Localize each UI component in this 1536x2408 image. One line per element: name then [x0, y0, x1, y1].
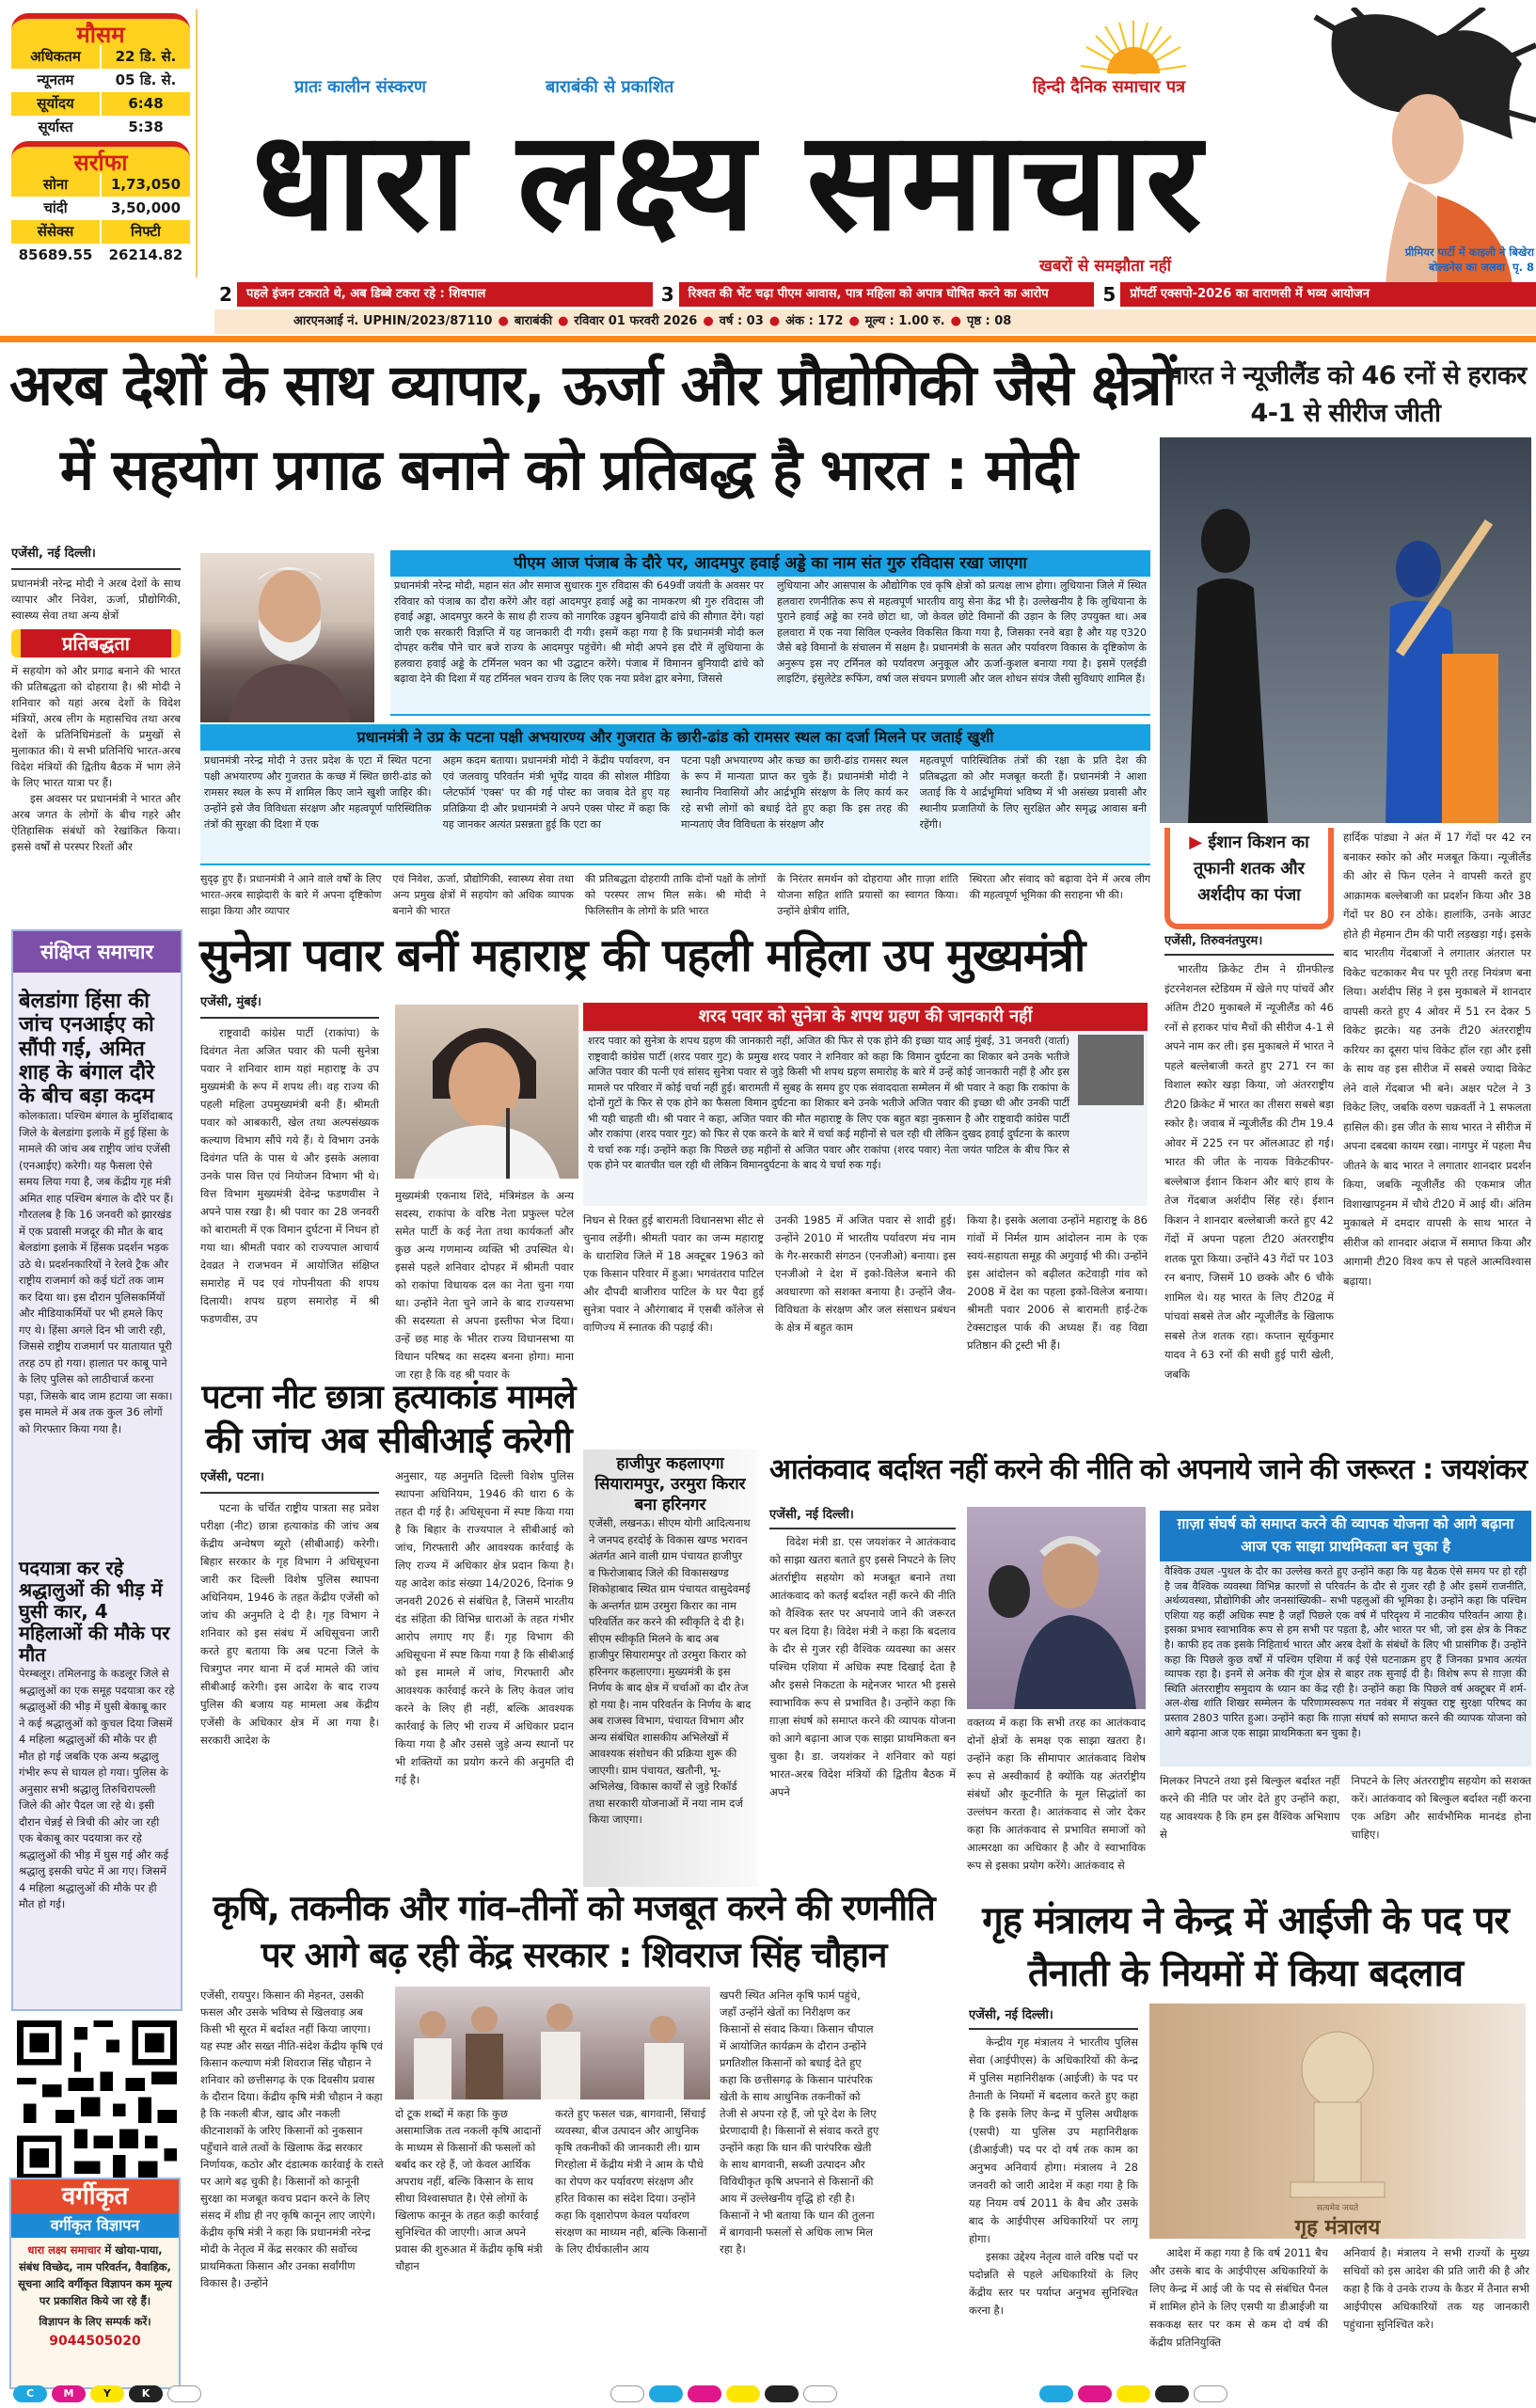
bullion-title: सर्राफा: [11, 141, 190, 173]
mha-column: एजेंसी, नई दिल्ली। केन्द्रीय गृह मंत्रालय ने भारतीय पुलिस सेवा (आईपीएस) के अधिकारियों की केन्द्र में पुलिस महानिरीक्षक (आईजी) के पद पर तैनाती के नियमों में बदलाव करते हुए कहा है कि इसके लिए केन्द्र में पुलिस अधीक्षक (एसपी) या पुलिस उप महानिरीक्षक (डीआईजी) पद पर दो वर्ष तक काम का अनुभव अनिवार्य होगा। मंत्रालय ने 28 जनवरी को जारी आदेश में कहा गया है कि यह नियम वर्ष 2011 के बैच और उसके बाद के आईपीएस अधिकारियों पर लागू होगा। इसका उद्देश्य नेतृत्व वाले वरिष्ठ पदों पर पदोन्नति से पहले अधिकारियों के लिए केंद्रीय स्तर पर पर्याप्त अनुभव सुनिश्चित करना है।: [969, 2005, 1138, 2382]
weather-row: न्यूनतम 05 डि. से.: [11, 69, 190, 92]
chouhan-headline[interactable]: पर आगे बढ़ रही केंद्र सरकार : शिवराज सिंह चौहान: [261, 1935, 887, 1975]
market-row: सेंसेक्स निफ्टी: [11, 220, 190, 244]
teaser-strip: [214, 282, 1536, 307]
lead-column: एजेंसी, नई दिल्ली। प्रधानमंत्री नरेन्द्र मोदी ने अरब देशों के साथ व्यापार और निवेश, ऊर्जा, प्रौद्योगिकी, स्वास्थ्य सेवा तथा अन्य क्षेत्रों प्रतिबद्धता में सहयोग को और प्रगाढ बनाने की भारत की प्रतिबद्धता को दोहराया है। श्री मोदी ने शनिवार को यहां अरब देशों के विदेश मंत्रियों, अरब लीग के महासचिव तथा अरब देशों के प्रतिनिधिमंडलों के प्रमुखों से मुलाकात की। ये सभी प्रतिनिधि भारत-अरब विदेश मंत्रियों की द्वितीय बैठक में भाग लेने के लिए भारत यात्रा पर हैं। इस अवसर पर प्रधानमंत्री ने भारत और अरब जगत के लोगों के बीच गहरे और ऐतिहासिक संबंधों को रेखांकित किया। इससे वर्षों से परस्पर रिश्तों और: [11, 544, 181, 925]
cricket-photo: [1160, 437, 1531, 823]
jaishankar-columns: मिलकर निपटने तथा इसे बिल्कुल बर्दाश्त नहीं करने की नीति पर जोर देते हुए उन्होंने कहा, यह आवश्यक है कि हम इस वैश्विक अभिशाप से निपटने के लिए अंतरराष्ट्रीय सहयोग को सशक्त करें। आतंकवाद को बिल्कुल बर्दाश्त नहीं करना एक अडिग और सार्वभौमिक मानदंड होना चाहिए।: [1160, 1774, 1531, 1841]
yellow-mark: [726, 2385, 760, 2402]
modi-photo: [200, 553, 374, 722]
edition-label: प्रातः कालीन संस्करण: [294, 77, 427, 97]
magenta-mark: [688, 2385, 721, 2402]
lead-headline[interactable]: में सहयोग प्रगाढ बनाने को प्रतिबद्ध है भारत : मोदी: [60, 437, 1077, 503]
hajipur-headline[interactable]: हाजीपुर कहलाएगा सियारामपुर, उरमुरा किरार बना हरिनगर: [594, 1454, 746, 1514]
mha-photo-caption: गृह मंत्रालय: [1294, 2216, 1381, 2239]
mha-column: आदेश में कहा गया है कि वर्ष 2011 बैच और उसके बाद के आईपीएस अधिकारियों के लिए केन्द्र में आई जी के पद से संबंधित पैनल में शामिल होने के लिए एसपी या डीआईजी या सककक्ष स्तर पर कम से कम दो वर्ष की केंद्रीय प्रतिनियुक्ति: [1149, 2246, 1328, 2349]
teaser-item[interactable]: 2 पहले इंजन टकराते थे, अब डिब्बे टकरा रहे : शिवपाल: [214, 282, 653, 307]
cricket-headline[interactable]: भारत ने न्यूजीलैंड को 46 रनों से हराकर 4-1 से सीरीज जीती: [1164, 361, 1527, 428]
divider: [0, 336, 1536, 342]
brief-title: संक्षिप्त समाचार: [13, 931, 181, 973]
magenta-mark: M: [52, 2385, 86, 2402]
qr-code[interactable]: [17, 2020, 177, 2180]
yellow-mark: Y: [90, 2385, 124, 2402]
classified-title: वर्गीकृत: [11, 2179, 179, 2213]
weather-row: सूर्योदय 6:48: [11, 92, 190, 116]
crosshair-icon: [610, 2385, 644, 2402]
sharad-photo: [1078, 1035, 1144, 1105]
sunetra-column: मुख्यमंत्री एकनाथ शिंदे, मंत्रिमंडल के अन्य सदस्य, राकांपा के वरिष्ठ नेता प्रफुल्ल पटेल समेत पार्टी के कई नेता तथा कार्यकर्ता और कुछ अन्य गणमान्य व्यक्ति भी उपस्थित थे। इससे पहले शनिवार दोपहर में श्रीमती पवार को राकांपा विधायक दल का नेता चुना गया था। उन्होंने नेता चुने जाने के बाद राज्यसभा की सदस्यता से अपना इस्तीफा भेज दिया। उन्हें छह माह के भीतर राज्य विधानसभा या विधान परिषद का सदस्य बनना होगा। माना जा रहा है कि वह श्री पवार के: [395, 1189, 574, 1380]
jaishankar-photo: [967, 1507, 1146, 1709]
byline: एजेंसी, नई दिल्ली।: [969, 2008, 1053, 2022]
classified-phone[interactable]: 9044505020: [49, 2334, 141, 2349]
teaser-item[interactable]: 3 रिश्वत की भेंट चढ़ा पीएम आवास, पात्र महिला को अपात्र घोषित करने का आरोप: [657, 282, 1095, 307]
weather-title: मौसम: [11, 13, 190, 45]
chouhan-column: करते हुए फसल चक्र, बागवानी, सिंचाई व्यवस्था, बीज उत्पादन और आधुनिक कृषि तकनीकों की जानकारी ली। ग्राम गिरहोला में केंद्रीय मंत्री ने आम के पौधे का रोपण कर पर्यावरण संरक्षण और हरित विकास का संदेश दिया। उन्होंने कहा कि वृक्षारोपण केवल पर्यावरण संरक्षण का माध्यम नही, बल्कि किसानों के लिए दीर्घकालीन आय: [555, 2107, 707, 2256]
classified-box: वर्गीकृत वर्गीकृत विज्ञापन धारा लक्ष्य समाचार में खोया-पाया, संबंध विच्छेद, नाम परिवर्तन, वैवाहिक, सूचना आदि वर्गीकृत विज्ञापन कम मूल्य पर प्रकाशित किये जा रहे हैं। विज्ञापन के लिए सम्पर्क करें। 9044505020: [9, 2178, 181, 2389]
promo-photo: [1296, 8, 1536, 285]
sun-logo-icon: [1077, 19, 1190, 75]
classified-contact: विज्ञापन के लिए सम्पर्क करें।: [39, 2315, 151, 2328]
cricket-column: हार्दिक पांड्या ने अंत में 17 गेंदों पर 42 रन बनाकर स्कोर को और मजबूत किया। न्यूजीलैंड की ओर से फिन एलेन ने वापसी करते हुए आक्रामक बल्लेबाजी का प्रदर्शन किया और 38 गेंदों पर 80 रन ठोके। हालांकि, उनके आउट होते ही मेहमान टीम की पारी लड़खड़ा गई। इसके बाद भारतीय गेंदबाजों ने लगातार अंतराल पर विकेट चटकाकर मैच पर पूरी तरह नियंत्रण बना लिया। अर्शदीप सिंह ने इस मुकाबले में शानदार वापसी करते हुए 4 ओवर में 51 रन देकर 5 विकेट झटके। यह उनके टी20 अंतरराष्ट्रीय करियर का दूसरा पांच विकेट हॉल रहा और इसी के साथ वह इस सीरीज में सबसे ज्यादा विकेट लेने वाले गेंदबाज भी बने। अक्षर पटेल ने 3 विकेट लिए, जबकि वरुण चक्रवर्ती ने 1 सफलता हासिल की। इस जीत के साथ भारत ने सीरीज में अपना दबदबा कायम रखा। नागपुर में पहला मैच जीतने के बाद भारत ने लगातार शानदार प्रदर्शन किया, जबकि न्यूजीलैंड की एकमात्र जीत विशाखापट्टनम में चौथे टी20 में आई थी। अंतिम मुकाबले में दमदार वापसी के साथ भारत ने सीरीज को शानदार अंदाज में समाप्त किया और आगामी टी20 विश्व कप से पहले आत्मविश्वास बढ़ाया।: [1343, 831, 1531, 1288]
gaza-headline[interactable]: ग़ाज़ा संघर्ष को समाप्त करने की व्यापक योजना को आगे बढ़ाना आज एक साझा प्राथमिकता बन चुका है: [1160, 1511, 1531, 1561]
sunetra-column: एजेंसी, मुंबई। राष्ट्रवादी कांग्रेस पार्टी (राकांपा) के दिवंगत नेता अजित पवार की पत्नी सुनेत्रा पवार ने शनिवार शाम यहां महाराष्ट्र के उप मुख्यमंत्री के रूप में शपथ ली। वह राज्य की पहली महिला उपमुख्यमंत्री बनी हैं। श्रीमती पवार को आबकारी, खेल तथा अल्पसंख्यक कल्याण विभाग सौंपे गये हैं। ये विभाग उनके दिवंगत पति के पास थे और इसके अलावा उनके पास वित्त एवं नियोजन विभाग भी थे। वित्त विभाग मुख्यमंत्री देवेन्द्र फडणवीस ने अपने पास रखा है। श्री पवार का 28 जनवरी को बारामती में एक विमान दुर्घटना में निधन हो गया था। श्रीमती पवार को राज्यपाल आचार्य देवव्रत ने राजभवन में आयोजित संक्षिप्त समारोह में पद एवं गोपनीयता की शपथ दिलायी। शपथ ग्रहण समारोह में श्री फडणवीस, उप: [200, 992, 379, 1378]
jaishankar-column: वक्तव्य में कहा कि सभी तरह का आतंकवाद दोनों क्षेत्रों के समक्ष एक साझा खतरा है। उन्होंने कहा कि सीमापार आतंकवाद विशेष रूप से अस्वीकार्य है क्योंकि यह अंतर्राष्ट्रीय संबंधों और कूटनीति के मूल सिद्धांतों का उल्लंघन करता है। आतंकवाद से जोर देकर कहा कि आतंकवाद से प्रभावित समाजों को आत्मरक्षा का अधिकार है और वे स्वाभाविक रूप से इसका प्रयोग करेंगे। आतंकवाद से: [967, 1716, 1146, 1872]
weather-row: अधिकतम 22 डि. से.: [11, 45, 190, 69]
chouhan-column: दो टूक शब्दों में कहा कि कुछ असामाजिक तत्व नकली कृषि आदानों के माध्यम से किसानों की फसलों को बर्बाद कर रहे हैं, जो केवल आर्थिक अपराध नहीं, बल्कि किसान के साथ सीधा विश्वासघात है। ऐसे लोगों के खिलाफ कानून के तहत कड़ी कार्रवाई सुनिश्चित की जाएगी। आज अपने प्रवास की शुरुआत में केंद्रीय कृषि मंत्री चौहान: [395, 2107, 543, 2273]
chouhan-headline[interactable]: कृषि, तकनीक और गांव–तीनों को मजबूत करने की रणनीति: [213, 1888, 935, 1928]
byline: एजेंसी, तिरुवनंतपुरम।: [1164, 934, 1263, 948]
black-mark: K: [129, 2385, 163, 2402]
cricket-subhead: ▶ ईशान किशन का तूफानी शतक और अर्शदीप का पंजा: [1164, 828, 1334, 929]
crosshair-icon: [1194, 2385, 1227, 2402]
black-mark: [1155, 2385, 1189, 2402]
byline: एजेंसी, नई दिल्ली।: [11, 547, 96, 561]
jaishankar-headline[interactable]: आतंकवाद बर्दाश्त नहीं करने की नीति को अपनाये जाने की जरूरत : जयशंकर: [769, 1453, 1527, 1486]
masthead-divider: [196, 9, 198, 277]
byline: एजेंसी, पटना।: [200, 1470, 264, 1484]
classified-brand: धारा लक्ष्य समाचार: [27, 2243, 102, 2257]
punjab-headline[interactable]: पीएम आज पंजाब के दौरे पर, आदमपुर हवाई अड्डे का नाम संत गुरु रविदास रखा जाएगा: [390, 550, 1150, 577]
mha-headline[interactable]: तैनाती के नियमों में किया बदलाव: [1027, 1952, 1464, 1995]
mha-column: अनिवार्य है। मंत्रालय ने सभी राज्यों के मुख्य सचिवों को इस आदेश की प्रति जारी की है और कहा है कि वे उनके राज्य के कैडर में तैनात सभी आईपीएस अधिकारियों तक यह जानकारी पहुंचाना सुनिश्चित करे।: [1343, 2246, 1529, 2331]
crosshair-icon: [167, 2385, 201, 2402]
mha-headline[interactable]: गृह मंत्रालय ने केन्द्र में आईजी के पद पर: [982, 1899, 1509, 1942]
lead-continuation: सुदृढ़ हुए हैं। प्रधानमंत्री ने आने वाले वर्षों के लिए भारत-अरब साझेदारी के बारे में अपना दृष्टिकोण साझा किया और व्यापार एवं निवेश, ऊर्जा, प्रौद्योगिकी, स्वास्थ्य सेवा तथा अन्य प्रमुख क्षेत्रों में सहयोग को अधिक व्यापक बनाने की भारत की प्रतिबद्धता दोहरायी ताकि दोनों पक्षों के लोगों को परस्पर लाभ मिल सके। श्री मोदी ने फिलिस्तीन के लोगों के प्रति भारत के निरंतर समर्थन को दोहराया और ग़ाज़ा शांति योजना सहित शांति प्रयासों का स्वागत किया। उन्होंने क्षेत्रीय शांति, स्थिरता और संवाद को बढ़ावा देने में अरब लीग की महत्वपूर्ण भूमिका की सराहना भी की।: [200, 873, 1150, 917]
bullion-row: सोना 1,73,050: [11, 173, 190, 197]
chouhan-column: खपरी स्थित अनिल कृषि फार्म पहुंचे, जहाँ उन्होंने खेतों का निरीक्षण कर किसानों से संवाद किया। किसान चौपाल में आयोजित कार्यक्रम के दौरान उन्होंने प्रगतिशील किसानों को बधाई देते हुए कहा कि छत्तीसगढ़ के किसान पारंपरिक खेती के साथ आधुनिक तकनीकों को तेजी से अपना रहे हैं, जो पूरे देश के लिए प्रेरणादायी है। किसानों से संवाद करते हुए उन्होंने कहा कि धान की पारंपरिक खेती के साथ बागवानी, सब्जी उत्पादन और विविधीकृत कृषि अपनाने से किसानों की आय में उल्लेखनीय वृद्धि हो रही है। किसानों ने भी बताया कि धान की तुलना में बागवानी फसलों से अधिक लाभ मिल रहा है।: [720, 1988, 879, 2256]
paper-type: हिन्दी दैनिक समाचार पत्र: [1033, 77, 1186, 97]
sunetra-columns: निधन से रिक्त हुई बारामती विधानसभा सीट से चुनाव लड़ेंगी। श्रीमती पवार का जन्म महाराष्ट्र के धाराशिव जिले में 18 अक्टूबर 1963 को एक किसान परिवार में हुआ। भगवंतराव पाटिल और दौपदी बाजीराव पाटिल के घर पैदा हुई सुनेत्रा पवार ने औरंगाबाद में एसबी कॉलेज से वाणिज्य में स्नातक की पढ़ाई की। उनकी 1985 में अजित पवार से शादी हुई। उन्होंने 2010 में भारतीय पर्यावरण मंच नाम के गैर-सरकारी संगठन (एनजीओ) बनाया। इस एनजीओ ने देश में इको-विलेज बनाने की अवधारणा को सशक्त बनाया है। उन्होंने जैव-विविधता के संरक्षण और जल संसाधन प्रबंधन के क्षेत्र में बहुत काम किया है। इसके अलावा उन्होंने महाराष्ट्र के 86 गांवों में निर्मल ग्राम आंदोलन नाम के एक स्वयं-सहायता समूह की अगुवाई भी की। उन्होंने इस आंदोलन को बढ़ीलत कटेवाड़ी गांव को 2008 में देश का पहला इको-विलेज बनाया। श्रीमती पवार 2006 से बारामती हाई-टेक टेक्सटाइल पार्क की अध्यक्ष हैं। वह विद्या प्रतिष्ठान की ट्रस्टी भी हैं।: [583, 1213, 1148, 1352]
cyan-mark: C: [13, 2385, 47, 2402]
teaser-item[interactable]: 5 प्रॉपर्टी एक्सपो-2026 का वाराणसी में भव्य आयोजन: [1098, 282, 1536, 307]
published-from: बाराबंकी से प्रकाशित: [546, 77, 674, 97]
registration-marks: [13, 2384, 1536, 2404]
cricket-column: एजेंसी, तिरुवनंतपुरम। भारतीय क्रिकेट टीम ने ग्रीनफील्ड इंटरनेशनल स्टेडियम में खेले गए पांचवें और अंतिम टी20 मुकाबले में न्यूजीलैंड को 46 रनों से हराकर पांच मैचों की सीरीज 4-1 से अपने नाम कर ली। इस मुकाबले में भारत ने पहले बल्लेबाजी करते हुए 271 रन का विशाल स्कोर खड़ा किया, जो अंतरराष्ट्रीय टी20 क्रिकेट में भारत का तीसरा सबसे बड़ा स्कोर है। जवाब में न्यूजीलैंड की टीम 19.4 ओवर में 225 रन पर ऑलआउट हो गई। भारत की जीत के नायक विकेटकीपर-बल्लेबाज ईशान किशन और बाएं हाथ के तेज गेंदबाज अर्शदीप सिंह रहे। ईशान किशन ने शानदार बल्लेबाजी करते हुए 42 गेंदों में अपना पहला टी20 अंतरराष्ट्रीय शतक पूरा किया। उन्होंने 43 गेंदों पर 103 रन बनाए, जिसमें 10 छक्के और 6 चौके शामिल थे। यह भारत के लिए टी20द्व में पांचवां सबसे तेज और न्यूजीलैंड के खिलाफ सबसे तेज शतक रहा। कप्तान सूर्यकुमार यादव ने 63 रनों की सधी हुई पारी खेली, जबकि: [1164, 931, 1334, 1444]
lead-headline[interactable]: अरब देशों के साथ व्यापार, ऊर्जा और प्रौद्योगिकी जैसे क्षेत्रों: [9, 353, 1176, 419]
promo-caption[interactable]: प्रीमियर पार्टी में काइली ने बिखेरा बोल्डनेस का जलवा पृ. 8: [1404, 246, 1534, 274]
weather-box: [11, 13, 190, 273]
chouhan-photo: [395, 1987, 710, 2099]
section-label: प्रतिबद्धता: [11, 629, 181, 657]
black-mark: [765, 2385, 799, 2402]
brief-headline[interactable]: पदयात्रा कर रहे श्रद्धालुओं की भीड़ में घुसी कार, 4 महिलाओं की मौके पर मौत: [19, 1557, 170, 1667]
yellow-mark: [1116, 2385, 1150, 2402]
crosshair-icon: [803, 2385, 837, 2402]
cyan-mark: [1039, 2385, 1073, 2402]
neet-headline[interactable]: पटना नीट छात्रा हत्याकांड मामले: [201, 1378, 576, 1417]
sharad-story: शरद पवार को सुनेत्रा के शपथ ग्रहण की जानकारी नहीं शरद पवार को सुनेत्रा के शपथ ग्रहण की जानकारी नहीं, अजित की फिर से एक होने की इच्छा याद आई मुंबई, 31 जनवरी (वार्ता) राष्ट्रवादी कांग्रेस पार्टी (शरद पवार गुट) के प्रमुख शरद पवार ने शनिवार को कहा कि विमान दुर्घटना का शिकार बने उनके भतीजे अजित पवार की पत्नी एवं सांसद सुनेत्रा पवार से जुड़े किसी भी शपथ ग्रहण समारोह के बारे में उन्हें कोई जानकारी नहीं है और इस मामले पर परिवार में कोई चर्चा नहीं हुई। बारामती में सुबह के समय हुए एक संवाददाता सम्मेलन में श्री पवार ने कहा कि राकांपा के दोनों गुटों के फिर से एक होने का फैसला विमान दुर्घटना का शिकार बने उनके भतीजे अजित पवार की इच्छा थी और उनकी पार्टी भी यही चाहती थी। श्री पवार ने कहा, अजित पवार की मौत महाराष्ट्र के लिए एक बहुत बड़ा नुकसान है और राष्ट्रवादी कांग्रेस पार्टी और राकांपा (शरद पवार गुट) को फिर से एक करने के बारे में चर्चा कई महीनों से चल रही थी लेकिन दुखद हवाई दुर्घटना के कारण ये चर्चा रुक गई। उन्होंने कहा कि पिछले छह महीनों से अजित पवार और राकांपा (शरद पवार) नेता जयंत पाटिल के बीच फिर से एक होने पर बातचीत चल रही थी लेकिन विमानदुर्घटना के बाद ये चर्चा रुक गई।: [583, 1003, 1148, 1206]
gaza-box: ग़ाज़ा संघर्ष को समाप्त करने की व्यापक योजना को आगे बढ़ाना आज एक साझा प्राथमिकता बन चुका है वैश्विक उथल -पुथल के दौर का उल्लेख करते हुए उन्होंने कहा कि यह बैठक ऐसे समय पर हो रही है जब वैश्विक व्यवस्था विभिन्न कारणों से परिवर्तन के दौर से गुजर रही है और इसमें राजनीति, अर्थव्यवस्था, प्रौद्योगिकी और जनसांख्यिकी– सभी पहलुओं की भूमिका है। उन्होंने कहा कि पश्चिम एशिया यह कहीं अधिक स्पष्ट है जहाँ पिछले एक वर्ष में परिदृश्य में नाटकीय परिवर्तन आया है। इसका प्रभाव स्वाभाविक रूप से हम सभी पर पड़ता है, और भारत पर भी, जो इस क्षेत्र के निकट है। काफी हद तक इसके निहितार्थ भारत और अरब देशों के संबंधों के लिए भी प्रासंगिक हैं। उन्होंने कहा कि पिछले कुछ वर्षों में पश्चिम एशिया में कई ऐसे घटनाक्रम हुए हैं जिनका प्रभाव अत्यंत व्यापक रहा है। इनमें से अनेक की गूंज क्षेत्र से बाहर तक सुनाई दी है। विशेष रूप से ग़ाज़ा की स्थिति अंतरराष्ट्रीय समुदाय के ध्यान का केंद्र रही है। उन्होंने कहा कि पिछले वर्ष अक्टूबर में शर्म-अल-शेख शांति शिखर सम्मेलन के परिणामस्वरूप गत नवंबर में संयुक्त राष्ट्र सुरक्षा परिषद का प्रस्ताव 2803 पारित हुआ। उन्होंने कहा कि ग़ाज़ा संघर्ष को समाप्त करने की व्यापक योजना को आगे बढ़ाना आज एक साझा प्राथमिकता बन चुका है।: [1160, 1511, 1531, 1766]
brief-headline[interactable]: बेलडांगा हिंसा की जांच एनआईए को सौंपी गई, अमित शाह के बंगाल दौरे के बीच बड़ा कदम: [19, 990, 155, 1109]
brief-news-box: संक्षिप्त समाचार बेलडांगा हिंसा की जांच एनआईए को सौंपी गई, अमित शाह के बंगाल दौरे के बीच बड़ा कदम कोलकाता। पश्चिम बंगाल के मुर्शिदाबाद जिले के बेलडांगा इलाके में हुई हिंसा के मामले की जांच अब राष्ट्रीय जांच एजेंसी (एनआईए) करेगी। यह फैसला ऐसे समय लिया गया है, जब केंद्रीय गृह मंत्री अमित शाह पश्चिम बंगाल के दौरे पर हैं। गौरतलब है कि 16 जनवरी को झारखंड में एक प्रवासी मजदूर की मौत के बाद बेलडांगा इलाके में हिंसक प्रदर्शन भड़क उठे थे। प्रदर्शनकारियों ने रेलवे ट्रैक और राष्ट्रीय राजमार्ग को कई घंटों तक जाम कर दिया था। इस दौरान पुलिसकर्मियों और मीडियाकर्मियों पर भी हमले किए गए थे। हिंसा अगले दिन भी जारी रही, जिससे राष्ट्रीय राजमार्ग पर यातायात पूरी तरह ठप हो गया। हालात पर काबू पाने के लिए पुलिस को लाठीचार्ज करना पड़ा, जिसके बाद जाम हटाया जा सका। इस मामले में अब तक कुल 36 लोगों को गिरफ्तार किया गया है। पदयात्रा कर रहे श्रद्धालुओं की भीड़ में घुसी कार, 4 महिलाओं की मौके पर मौत पेरम्बलूर। तमिलनाडु के कडलूर जिले से श्रद्धालुओं का एक समूह पदयात्रा कर रहे श्रद्धालुओं की भीड़ में घुसी बेकाबू कार ने कई श्रद्धालुओं को कुचल दिया जिसमें 4 महिला श्रद्धालुओं की मौके पर ही मौत हो गई जबकि एक अन्य श्रद्धालु गंभीर रूप से घायल हो गया। पुलिस के अनुसार सभी श्रद्धालु तिरुचिरापल्ली जिले की ओर पैदल जा रहे थे। इसी दौरान चेन्नई से त्रिची की ओर जा रही एक बेकाबू कार पदयात्रा कर रहे श्रद्धालुओं की भीड़ में घुस गई और कई श्रद्धालु इसकी चपेट में आ गए। जिसमें 4 महिला श्रद्धालुओं की मौके पर ही मौत हो गई।: [11, 929, 182, 2011]
ramsar-headline[interactable]: प्रधानमंत्री ने उप्र के पटना पक्षी अभयारण्य और गुजरात के छारी-ढांड को रामसर स्थल का दर्जा मिलने पर जताई खुशी: [200, 724, 1150, 751]
neet-headline[interactable]: की जांच अब सीबीआई करेगी: [205, 1419, 572, 1461]
sunetra-headline[interactable]: सुनेत्रा पवार बनीं महाराष्ट्र की पहली महिला उप मुख्यमंत्री: [199, 929, 1085, 982]
neet-column: अनुसार, यह अनुमति दिल्ली विशेष पुलिस स्थापना अधिनियम, 1946 की धारा 6 के तहत दी गई है। अधिसूचना में स्पष्ट किया गया है कि बिहार के राज्यपाल ने सीबीआई को जांच, गिरफ्तारी और आवश्यक कार्रवाई के लिए राज्य में अधिकार क्षेत्र प्रदान किया है। यह आदेश कांड संख्या 14/2026, दिनांक 9 जनवरी 2026 से संबंधित है, जिसमें भारतीय दंड संहिता की विभिन्न धाराओं के तहत गंभीर आरोप लगाए गए हैं। गृह विभाग की अधिसूचना में स्पष्ट किया गया है कि सीबीआई को इस मामले में जांच, गिरफ्तारी और आवश्यक कार्रवाई करने के लिए केवल जांच करने के लिए ही नहीं, बल्कि आवश्यक कार्रवाई के लिए भी राज्य में अधिकार प्रदान किया गया है और उससे जुड़े अन्य स्थानों पर भी शक्तियों का प्रयोग करने की अनुमति दी गई है।: [395, 1469, 574, 1786]
bullion-row: चांदी 3,50,000: [11, 197, 190, 220]
hajipur-story: हाजीपुर कहलाएगा सियारामपुर, उरमुरा किरार बना हरिनगर एजेंसी, लखनऊ। सीएम योगी आदित्यनाथ ने जनपद हरदोई के विकास खण्ड भरावन अंतर्गत आने वाली ग्राम पंचायत हाजीपुर व फिरोजाबाद जिले की विकासखण्ड शिकोहाबाद स्थित ग्राम पंचायत वासुदेवमई के अन्तर्गत ग्राम उरमुरा किरार का नाम परिवर्तित कर करने की स्वीकृति दे दी है। सीएम स्वीकृति मिलने के बाद अब हाजीपुर सियारामपुर तो उरमुरा किरार को हरिनगर कहलाएगा। मुख्यमंत्री के इस निर्णय के बाद क्षेत्र में चर्चाओं का दौर तेज हो गया है। नाम परिवर्तन के निर्णय के बाद अब राजस्व विभाग, पंचायत विभाग और अन्य संबंधित शासकीय अभिलेखों में आवश्यक संशोधन की प्रक्रिया शुरू की जाएगी। ग्राम पंचायत, खतौनी, भू-अभिलेख, विकास कार्यों से जुड़े रिकॉर्ड तथा सरकारी योजनाओं में नया नाम दर्ज किया जाएगा।: [583, 1450, 757, 1887]
jaishankar-column: एजेंसी, नई दिल्ली। विदेश मंत्री डा. एस जयशंकर ने आतंकवाद को साझा खतरा बताते हुए इससे निपटने के लिए अंतर्राष्ट्रीय सहयोग को मजबूत बनाने तथा आतंकवाद को कतई बर्दाश्त नहीं करने की नीति को वैश्विक स्तर पर अपनाये जाने की जरूरत पर बल दिया है। विदेश मंत्री ने कहा कि बदलाव के दौर से गुजर रही वैश्विक व्यवस्था का असर पश्चिम एशिया में अधिक स्पष्ट दिखाई देता है और इससे निकटता के मद्देनजर भारत भी इससे स्वाभाविक रूप से प्रभावित है। उन्होंने कहा कि ग़ाज़ा संघर्ष को समाप्त करने की व्यापक योजना को आगे बढ़ाना आज एक साझा प्राथमिकता बन चुका है। डा. जयशंकर ने शनिवार को यहां भारत-अरब विदेश मंत्रियों की द्वितीय बैठक में अपने: [769, 1505, 956, 1881]
ramsar-story: प्रधानमंत्री ने उप्र के पटना पक्षी अभयारण्य और गुजरात के छारी-ढांड को रामसर स्थल का दर्जा मिलने पर जताई खुशी प्रधानमंत्री नरेन्द्र मोदी ने उत्तर प्रदेश के एटा में स्थित पटना पक्षी अभयारण्य और गुजरात के कच्छ में स्थित छारी-ढांड को रामसर स्थल के रूप में शामिल किए जाने खुशी जाहिर की। उन्होंने इसे जैव विविधता संरक्षण और महत्वपूर्ण पारिस्थितिक तंत्रों की सुरक्षा की दिशा में एक अहम कदम बताया। प्रधानमंत्री मोदी ने केंद्रीय पर्यावरण, वन एवं जलवायु परिवर्तन मंत्री भूपेंद्र यादव की सोशल मीडिया प्लेटफॉर्म 'एक्स' पर की गई पोस्ट का जवाब देते हुए यह प्रतिक्रिया दी और प्रधानमंत्री ने अपने एक्स पोस्ट में कहा कि यह जानकर अत्यंत प्रसन्नता हुई कि एटा का पटना पक्षी अभयारण्य और कच्छ का छारी-ढांड रामसर स्थल के रूप में मान्यता प्राप्त कर चुके हैं। प्रधानमंत्री मोदी ने स्थानीय निवासियों और आर्द्रभूमि संरक्षण के लिए कार्य कर रहे सभी लोगों को बधाई देते हुए कहा कि इस तरह की मान्यताएं जैव विविधता के संरक्षण और महत्वपूर्ण पारिस्थितिक तंत्रों की रक्षा के प्रति देश की प्रतिबद्धता को और मजबूत करती हैं। प्रधानमंत्री ने आशा जताई कि ये आर्द्रभूमियां भविष्य में भी असंख्य प्रवासी और स्थानीय प्रजातियों के लिए सुरक्षित और समृद्ध आवास बनी रहेंगी।: [200, 724, 1150, 865]
classified-subtitle: वर्गीकृत विज्ञापन: [11, 2213, 179, 2238]
mha-photo: [1149, 2004, 1526, 2239]
sharad-headline[interactable]: शरद पवार को सुनेत्रा के शपथ ग्रहण की जानकारी नहीं: [583, 1003, 1148, 1031]
dateline: आरएनआई नं. UPHIN/2023/87110 ● बाराबंकी ● रविवार 01 फरवरी 2026 ● वर्ष : 03 ● अंक : 172 ● मूल्य : 1.00 रु. ● पृष्ठ : 08: [214, 309, 1536, 334]
market-values-row: 85689.55 26214.82: [11, 244, 190, 267]
sunetra-photo: [395, 1005, 578, 1179]
weather-row: सूर्यास्त 5:38: [11, 116, 190, 139]
cyan-mark: [649, 2385, 683, 2402]
magenta-mark: [1078, 2385, 1112, 2402]
slogan: खबरों से समझौता नहीं: [1039, 257, 1172, 276]
newspaper-title: धारा लक्ष्य समाचार: [252, 102, 1204, 261]
byline: एजेंसी, नई दिल्ली।: [769, 1508, 854, 1522]
byline: एजेंसी, मुंबई।: [200, 995, 261, 1009]
punjab-story: पीएम आज पंजाब के दौरे पर, आदमपुर हवाई अड्डे का नाम संत गुरु रविदास रखा जाएगा प्रधानमंत्री नरेन्द्र मोदी, महान संत और समाज सुधारक गुरु रविदास की 649वीं जयंती के अवसर पर रविवार को पंजाब का दौरा करेंगे और वहां आदमपुर हवाई अड्डे का नामकरण श्री गुरु रविदास जी हवाई अड्डा, आदमपुर करने के साथ ही राज्य को नागरिक उड्डयन बुनियादी ढांचे की सौगात देंगे। यहां जारी एक सरकारी विज्ञप्ति में यह जानकारी दी गयी। इसमें कहा गया है कि प्रधानमंत्री मोदी कल दोपहर करीब पौने चार बजे राज्य के आदमपुर पहुंचेंगे। श्री मोदी अपने इस दौरे में लुधियाना के हलवारा हवाई अड्डे के टर्मिनल भवन का भी उद्घाटन करेंगे। पंजाब में विमानन बुनियादी ढांचे को बढ़ावा देने की दिशा में यह टर्मिनल भवन राज्य के लिए एक नया प्रवेश द्वार बनेगा, जिससे लुधियाना और आसपास के औद्योगिक एवं कृषि क्षेत्रों को प्रत्यक्ष लाभ होगा। लुधियाना जिले में स्थित हलवारा रणनीतिक रूप से महत्वपूर्ण भारतीय वायु सेना केंद्र भी है। उल्लेखनीय है कि लुधियाना के पुराने हवाई अड्डे का रनवे छोटा था, जो केवल छोटे विमानों की उड़ान के लिए उपयुक्त था। अब हलवारा में एक नया सिविल एन्क्लेव विकसित किया गया है, जिसका रनवे बड़ा है और यह ए320 जैसे बड़े विमानों के संचालन में सक्षम है। प्रधानमंत्री के सतत और पर्यावरण विकास के दृष्टिकोण के अनुरूप इस नए टर्मिनल को पर्यावरण अनुकूल और ऊर्जा-कुशल बनाया गया है। इसमें एलईडी लाइटिंग, इंसुलेटेड रूफिंग, वर्षा जल संचयन प्रणाली और जल शोधन संयंत्र जैसी सुविधाएं शामिल हैं।: [390, 550, 1150, 716]
mha-motto: सत्यमेव जयते: [1316, 2204, 1359, 2213]
neet-column: एजेंसी, पटना। पटना के चर्चित राष्ट्रीय पात्रता सह प्रवेश परीक्षा (नीट) छात्रा हत्याकांड की जांच अब केंद्रीय अन्वेषण ब्यूरो (सीबीआई) करेगी। बिहार सरकार के गृह विभाग ने अधिसूचना जारी कर दिल्ली विशेष पुलिस स्थापना अधिनियम, 1946 के तहत केंद्रीय एजेंसी को जांच की अनुमति दे दी है। गृह विभाग ने शनिवार को इस संबंध में अधिसूचना जारी करते हुए बताया कि अब पटना जिले के चित्रगुप्त नगर थाना में दर्ज मामले की जांच सीबीआई करेगी। इस आदेश के बाद राज्य पुलिस की बजाय यह मामला अब केंद्रीय एजेंसी के अधिकार क्षेत्र में आ गया है। सरकारी आदेश के: [200, 1467, 379, 1881]
chouhan-column: एजेंसी, रायपुर। किसान की मेहनत, उसकी फसल और उसके भविष्य से खिलवाड़ अब किसी भी सूरत में बर्दाश्त नहीं किया जाएगा। यह स्पष्ट और सख्त नीति-संदेश केंद्रीय कृषि एवं किसान कल्याण मंत्री शिवराज सिंह चौहान ने शनिवार को छत्तीसगढ़ के एक दिवसीय प्रवास के दौरान दिया। केंद्रीय कृषि मंत्री चौहान ने कहा है कि नकली बीज, खाद और नकली कीटनाशकों के जरिए किसानों को नुकसान पहुँचाने वाले तत्वों के खिलाफ केंद्र सरकार निर्णायक, कठोर और दंडात्मक कार्रवाई के रास्ते पर आगे बढ़ चुकी है। किसानों को कानूनी सुरक्षा का मजबूत कवच प्रदान करने के लिए संसद में शीघ्र ही नए कृषि कानून लाए जाएंगे। केंद्रीय कृषि मंत्री ने कहा कि प्रधानमंत्री नरेन्द्र मोदी के नेतृत्व में केंद्र सरकार की सर्वोच्च प्राथमिकता किसान और उनका सर्वांगीण विकास है। उन्होंने: [200, 1988, 384, 2289]
